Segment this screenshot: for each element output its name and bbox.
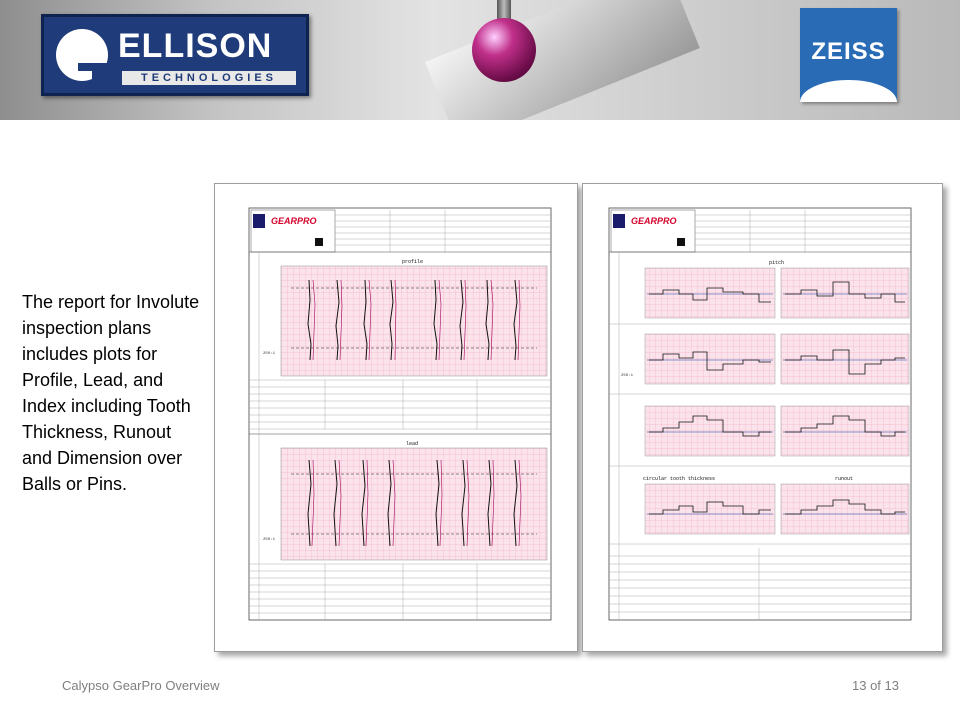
- zeiss-logo-arc: [800, 80, 897, 102]
- report-left-scale-2: 250:1: [263, 538, 276, 542]
- report-right-section2-title: circular tooth thickness: [643, 476, 716, 482]
- report-pitch-runout-drawing: [583, 184, 942, 651]
- header-banner: [0, 0, 960, 120]
- zeiss-logo-word: ZEISS: [811, 38, 886, 65]
- report-left-scale-1: 250:1: [263, 352, 276, 356]
- footer-page-number: 13 of 13: [852, 678, 899, 693]
- report-profile-lead: [214, 183, 578, 652]
- ellison-logo-word: ELLISON: [118, 27, 273, 65]
- workpiece-image: [425, 0, 700, 120]
- report-right-section3-title: runout: [835, 476, 854, 482]
- ellison-logo-subword: TECHNOLOGIES: [122, 71, 296, 85]
- report-right-section1-title: pitch: [769, 260, 785, 266]
- ellison-e-icon: [56, 29, 108, 81]
- report-right-scale: 250:1: [621, 374, 634, 378]
- probe-ruby-ball-image: [472, 18, 536, 82]
- ellison-logo: [41, 14, 309, 96]
- footer-title: Calypso GearPro Overview: [62, 678, 220, 693]
- report-right-brand: GEARPRO: [631, 216, 677, 226]
- slide-body-text: The report for Involute inspection plans includes plots for Profile, Lead, and Index including Tooth Thickness, Runout and Dimension over Balls or Pins.: [22, 292, 200, 494]
- report-left-section1-title: profile: [402, 259, 424, 265]
- report-pitch-runout: [582, 183, 943, 652]
- report-profile-lead-drawing: [215, 184, 577, 651]
- report-left-section2-title: lead: [406, 441, 419, 447]
- zeiss-logo: [800, 8, 897, 102]
- report-left-brand: GEARPRO: [271, 216, 317, 226]
